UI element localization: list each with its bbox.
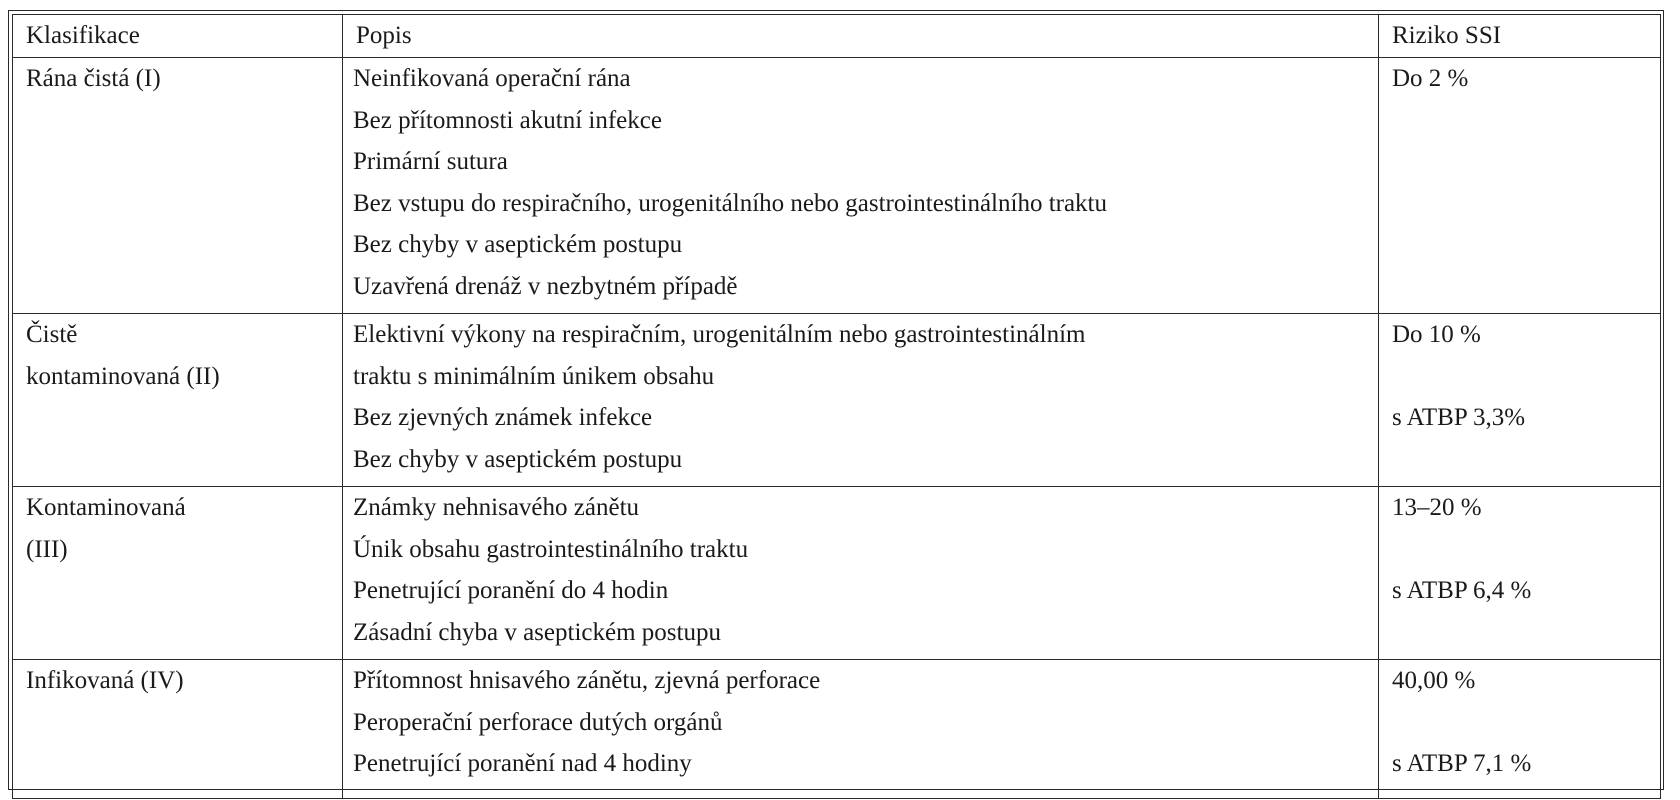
risk-line	[1392, 708, 1660, 750]
risk-line: 40,00 %	[1392, 667, 1476, 694]
description-line: Neinfikovaná operační rána	[353, 65, 631, 92]
ssi-classification-table	[12, 14, 1661, 799]
header-description: Popis	[343, 15, 1379, 58]
description-line: Bez chyby v aseptickém postupu	[353, 445, 683, 473]
cell-description	[343, 660, 1379, 799]
table-header-row	[13, 15, 1661, 58]
cell-description	[343, 487, 1379, 660]
description-line: Primární sutura	[353, 148, 508, 175]
description-line: Bez vstupu do respiračního, urogenitálního nebo gastrointestinálního traktu	[353, 189, 1108, 217]
description-line: Zásadní chyba v aseptickém postupu	[353, 618, 721, 646]
table-row	[13, 58, 1661, 314]
description-line: Bez chyby v aseptickém postupu	[353, 231, 683, 258]
table-row	[13, 314, 1661, 487]
cell-risk	[1379, 660, 1661, 799]
description-line: Bez zjevných známek infekce	[353, 404, 653, 431]
description-line: traktu s minimálním únikem obsahu	[353, 362, 715, 390]
classification-line: (III)	[26, 535, 68, 563]
description-line: Penetrující poranění do 4 hodin	[353, 577, 669, 604]
header-risk: Riziko SSI	[1379, 15, 1661, 58]
description-line: Penetrující poranění nad 4 hodiny	[353, 750, 692, 777]
description-line: Peroperační perforace dutých orgánů	[353, 708, 723, 736]
description-line: Uzavřená drenáž v nezbytném případě	[353, 272, 738, 300]
classification-line: kontaminovaná (II)	[26, 362, 220, 390]
classification-line: Infikovaná (IV)	[26, 667, 184, 694]
table-row	[13, 660, 1661, 799]
classification-line: Kontaminovaná	[26, 494, 186, 521]
risk-line: Do 10 %	[1392, 321, 1481, 348]
cell-description	[343, 58, 1379, 314]
cell-description	[343, 314, 1379, 487]
description-line: Únik obsahu gastrointestinálního traktu	[353, 535, 749, 563]
header-classification: Klasifikace	[13, 15, 343, 58]
classification-line: Čistě	[26, 321, 78, 348]
cell-classification	[13, 660, 343, 799]
risk-line	[1392, 362, 1660, 404]
table-row	[13, 487, 1661, 660]
risk-line: s ATBP 7,1 %	[1392, 750, 1532, 777]
cell-classification	[13, 314, 343, 487]
classification-line: Rána čistá (I)	[26, 65, 161, 92]
risk-line: s ATBP 6,4 %	[1392, 577, 1532, 604]
description-line: Přítomnost hnisavého zánětu, zjevná perforace	[353, 667, 821, 694]
cell-classification	[13, 487, 343, 660]
risk-line: 13–20 %	[1392, 494, 1482, 521]
description-line: Elektivní výkony na respiračním, urogenitálním nebo gastrointestinálním	[353, 321, 1086, 348]
cell-risk	[1379, 487, 1661, 660]
cell-risk	[1379, 314, 1661, 487]
risk-line: Do 2 %	[1392, 65, 1469, 92]
risk-line: s ATBP 3,3%	[1392, 404, 1526, 431]
description-line: Bez přítomnosti akutní infekce	[353, 106, 662, 134]
risk-line	[1392, 535, 1660, 577]
description-line: Známky nehnisavého zánětu	[353, 494, 640, 521]
cell-classification	[13, 58, 343, 314]
cell-risk	[1379, 58, 1661, 314]
